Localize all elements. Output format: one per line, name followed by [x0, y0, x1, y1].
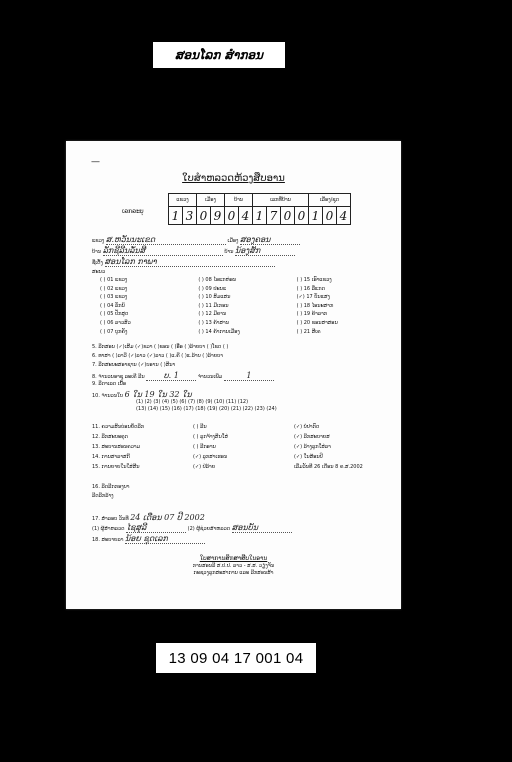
section-label: 13. ສະບານສອນຄວາມ: [92, 444, 141, 450]
corner-mark: —: [91, 157, 100, 167]
option-item[interactable]: ( ) 02 ແຂວງ: [100, 285, 128, 292]
form-line-name: [92, 257, 391, 267]
survey-date-value: 24 ເດືອນ 07 ປີ 2002: [130, 513, 205, 522]
form-line-row10: [92, 390, 391, 399]
section-label: 14. ການສາລາສກີ: [92, 454, 130, 460]
field-label: 18. ສະບາຍລາ: [92, 537, 124, 543]
form-line-row7: 7. ລີກສະບະສອາຊານ (✓)ບອານ ( )ສິນາ: [92, 362, 176, 368]
option-item[interactable]: ( ) 21 ສີເຄ: [296, 328, 321, 335]
register-header: ແຂວງ: [169, 194, 197, 207]
field-label: 8. ຈໍານວນອາຊູ ລະເຄີ ລີນ: [92, 374, 145, 380]
option-item[interactable]: ( ) 12 ມີຄານ: [198, 311, 227, 318]
option-item[interactable]: (✓) ປໍລ້າຍ: [193, 464, 216, 470]
option-item[interactable]: ( ) ລີນ: [193, 424, 207, 430]
row8-value2: 1: [224, 371, 274, 381]
form-line-province: [92, 235, 391, 245]
row10-value: 6 ໃນ 19 ໃນ 32 ໃນ: [124, 390, 192, 399]
option-item[interactable]: (✓) ລູກສາເຮອນ: [193, 454, 228, 460]
province-value: ສ.ຫວັນນະເຂດ: [106, 235, 226, 245]
form-line-row17-surveyors: [92, 523, 391, 533]
register-digit: 3: [183, 207, 197, 225]
footer-line-2: ການສອນລີ ສ.ປ.ປ. ລາວ - ສ.ສ. ວຽງຈັນ: [192, 562, 275, 569]
option-item[interactable]: ( ) ລີກອານ: [193, 444, 216, 450]
field-label: ບ້ານ: [92, 249, 102, 255]
option-item[interactable]: (✓) 17 ບັນແສງ: [296, 294, 330, 301]
register-digit: 0: [225, 207, 239, 225]
section-label: 12. ລີກສະບະຄຸດ: [92, 434, 128, 440]
form-line-row5: 5. ລີກສອນ (✓)ເສີມ (✓)ຂວາ ( )ຂອນ ( )ອື່ອ ( )ລ້າຍບາ ( )ໂຂດ ( ): [92, 344, 229, 350]
option-item[interactable]: ( ) 18 ໄອນະສາກ: [296, 302, 334, 309]
option-item[interactable]: ( ) 16 ລີ່ແກດ: [296, 285, 325, 292]
option-item[interactable]: ( ) 13 ຄ້າສານ: [198, 319, 229, 326]
survey-form-sheet: [66, 141, 401, 609]
section11-grid: [92, 424, 395, 470]
form-line-row17: [92, 513, 391, 522]
field-label: 17. ສໍາລອບ ວັນທີ: [92, 516, 129, 522]
option-item[interactable]: (✓) ໃນສ້ອນປີ: [294, 454, 323, 460]
field-label: ສະນວ: [92, 269, 106, 275]
top-caption-label: ສອນໂລກ ສໍາກອນ: [153, 42, 285, 68]
register-digit: 7: [267, 207, 281, 225]
register-digit: 4: [337, 207, 351, 225]
option-item[interactable]: ( ) 06 ລາວສິວ: [100, 319, 131, 326]
form-line-village: [92, 246, 391, 256]
register-digit: 0: [295, 207, 309, 225]
form-line-row16b: ລີດລີກລ້າງ: [92, 493, 114, 499]
form-line-section4: [92, 269, 391, 275]
option-item[interactable]: ( ) 20 ຂອນສາສອນ: [296, 319, 338, 326]
option-item[interactable]: ( ) 04 ລັກນິ: [100, 302, 125, 309]
option-item[interactable]: (✓) ລີກສະບາຍສ: [294, 434, 330, 440]
footer-line-3: ກະຊວງລູກສະສາການ ແລະ ລີກສອນສ້າ: [193, 570, 274, 576]
option-item[interactable]: ( ) 05 ປັກສູດ: [100, 311, 129, 318]
section-label: 15. ການຍາຍໃນໃສ່ສີນ: [92, 464, 140, 470]
option-item[interactable]: ( ) 10 ສິມແສນ: [198, 294, 231, 301]
option-item[interactable]: ( ) 11 ມີເກອນ: [198, 302, 229, 309]
section-label: 11. ຄວາມສິນບ່ອນຍຶດລີກ: [92, 424, 145, 430]
register-header: ບ້ານ: [225, 194, 253, 207]
field-label: ຊື່ເຕັ້ງ: [92, 260, 103, 266]
register-header: ເລືອງ/ຊຸດ: [309, 194, 351, 207]
option-item[interactable]: ( ) ລູກຈ້າງສິນໃສ່: [193, 434, 228, 440]
register-digit: 1: [169, 207, 183, 225]
register-digit: 0: [323, 207, 337, 225]
form-line-row9: 9. ລີດາເລດ ເນື້ອ: [92, 381, 127, 387]
field-label: ເມືອງ: [227, 238, 239, 244]
field-label: ບ້ານ: [224, 249, 234, 255]
option-item[interactable]: ເລີ່ມວັນທີ 26 ເດືອນ 8 ຄ.ສ.2002: [294, 464, 363, 470]
field-label: ແຂວງ: [92, 238, 105, 244]
option-item[interactable]: ( ) 14 ຄ້າການເມືອງ: [198, 328, 240, 335]
name-value: ສອນໂລກ ກາພາ: [105, 257, 275, 267]
register-header: ເລກທີ່ບ້ານ: [253, 194, 309, 207]
register-digit: 1: [253, 207, 267, 225]
option-item[interactable]: ( ) 15 ເອົາແຂວງ: [296, 277, 332, 283]
village-sub-value: ນ້ອງສັກ: [235, 246, 295, 256]
option-item[interactable]: ( ) 08 ໄອແກຫ່ອນ: [198, 277, 237, 283]
option-item[interactable]: ( ) 19 ຄ້າລາກ: [296, 311, 328, 318]
register-digit: 9: [211, 207, 225, 225]
form-title: ໃບສໍາຫລວດຫ້ວງສືບອານ: [182, 173, 285, 184]
option-item[interactable]: (✓) ບໍ່ປາກົດ: [294, 424, 320, 430]
register-digit: 0: [197, 207, 211, 225]
option-item[interactable]: (✓) ລ້າງລູກໃສ່ລາ: [294, 444, 331, 450]
option-item[interactable]: ( ) 09 ປະນແ: [198, 285, 227, 292]
option-item[interactable]: ( ) 03 ແຂວງ: [100, 294, 128, 301]
register-number-table: [168, 193, 351, 225]
row10-number-scale-2: (13) (14) (15) (16) (17) (18) (19) (20) (21) (22) (23) (24): [136, 406, 277, 412]
form-line-row18: [92, 534, 391, 544]
occupation-options: [100, 277, 395, 335]
register-digit: 1: [309, 207, 323, 225]
field-label: ຈໍານວນເພີມ: [197, 374, 223, 380]
row8-value: ບ. 1: [146, 371, 196, 381]
register-digit: 0: [281, 207, 295, 225]
option-item[interactable]: ( ) 07 ບູກຄັ່ງ: [100, 328, 128, 335]
form-footer: [66, 555, 401, 578]
form-line-row6: 6. ທາສາ ( )ລາວີ (✓)ລາວ (✓)ລາວ ( )ແ.ຄີ ( )ແ.ລ້າບ ( )ລ້າຍບາ: [92, 353, 223, 359]
village-value: ລັກຊີລີນລັ່ນສີ: [103, 246, 223, 256]
field-label: (2) ຜູ້ຊ່ວຍສໍາຫລວດ: [187, 526, 231, 532]
field-label: 10. ຈໍານວນໃບ: [92, 393, 123, 399]
city-value: ສອງຄອນ: [240, 235, 300, 245]
form-line-row16: 16. ລີດລີກກອງບາ: [92, 484, 130, 490]
register-digit: 4: [239, 207, 253, 225]
footer-line-1: ໃບສາການສິກສາສີບໃນອານ: [199, 555, 268, 562]
row10-number-scale: (1) (2) (3) (4) (5) (6) (7) (8) (9) (10) (11) (12): [136, 399, 249, 405]
register-header: ເມືອງ: [197, 194, 225, 207]
field-label: (1) ຜູ້ສໍາຫລວດ: [92, 526, 125, 532]
register-label: ເລກລະບຸ: [122, 208, 144, 215]
option-item[interactable]: ( ) 01 ແຂວງ: [100, 277, 128, 283]
surveyor-1-value: ໄຊສຸລີ: [126, 523, 186, 533]
bottom-id-label: 13 09 04 17 001 04: [156, 643, 316, 673]
form-line-row8: [92, 371, 391, 381]
row18-value: ນ້ອຍ ຊຸດເລກ: [125, 534, 205, 544]
surveyor-2-value: ສອນບັນ: [232, 523, 292, 533]
